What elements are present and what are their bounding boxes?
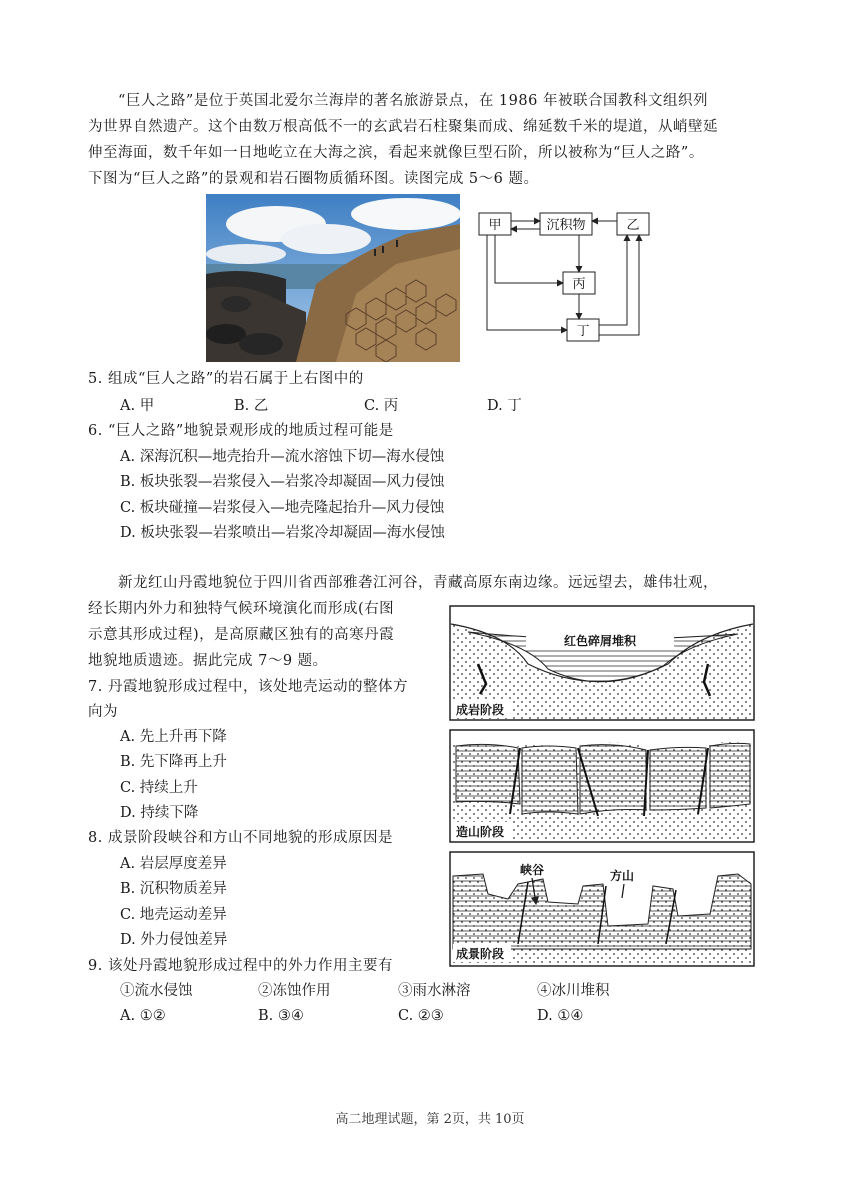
q6-option-b[interactable]: B. 板块张裂—岩浆侵入—岩浆冷却凝固—风力侵蚀 <box>120 474 445 490</box>
stage-1-label: 成岩阶段 <box>456 703 505 717</box>
q9-stem: 9. 该处丹霞地貌形成过程中的外力作用主要有 <box>88 958 393 974</box>
rock-cycle-diagram <box>475 205 655 345</box>
q7-stem-line-2: 向为 <box>88 704 118 720</box>
node-bing: 丙 <box>572 277 586 292</box>
canyon-label: 峡谷 <box>520 863 545 877</box>
q9-option-d[interactable]: D. ①④ <box>537 1008 584 1024</box>
q5-option-b[interactable]: B. 乙 <box>234 398 269 414</box>
danxia-formation-diagram <box>448 604 758 970</box>
q6-option-a[interactable]: A. 深海沉积—地壳抬升—流水溶蚀下切—海水侵蚀 <box>120 449 445 465</box>
q5-option-c[interactable]: C. 丙 <box>364 398 399 414</box>
q8-stem: 8. 成景阶段峡谷和方山不同地貌的形成原因是 <box>88 830 393 846</box>
q5-option-a[interactable]: A. 甲 <box>120 398 155 414</box>
stage-3-panel <box>450 852 754 966</box>
node-jia: 甲 <box>488 218 502 233</box>
giants-causeway-photo <box>206 194 460 362</box>
q5-option-d[interactable]: D. 丁 <box>487 398 522 414</box>
stage-2-label: 造山阶段 <box>456 825 505 839</box>
node-chenji: 沉积物 <box>546 218 586 233</box>
stage-1-panel <box>450 606 754 720</box>
q7-stem-line-1: 7. 丹霞地貌形成过程中，该处地壳运动的整体方 <box>88 679 408 695</box>
q9-item-1: ①流水侵蚀 <box>120 983 193 999</box>
stage-3-label: 成景阶段 <box>456 947 505 961</box>
q9-item-4: ④冰川堆积 <box>537 983 610 999</box>
mesa-label: 方山 <box>610 869 635 883</box>
node-yi: 乙 <box>626 218 640 233</box>
q5-stem: 5. 组成“巨人之路”的岩石属于上右图中的 <box>88 371 364 387</box>
q7-option-d[interactable]: D. 持续下降 <box>120 805 199 821</box>
stage-1-caption: 红色碎屑堆积 <box>563 634 637 648</box>
q6-option-d[interactable]: D. 板块张裂—岩浆喷出—岩浆冷却凝固—海水侵蚀 <box>120 525 445 541</box>
intro1-line-4: 下图为“巨人之路”的景观和岩石圈物质循环图。读图完成 5～6 题。 <box>88 171 539 187</box>
q7-option-b[interactable]: B. 先下降再上升 <box>120 754 227 770</box>
q6-stem: 6. “巨人之路”地貌景观形成的地质过程可能是 <box>88 423 394 439</box>
intro2-line-1: 新龙红山丹霞地貌位于四川省西部雅砻江河谷，青藏高原东南边缘。远远望去，雄伟壮观， <box>88 575 718 591</box>
intro1-line-3: 伸至海面，数千年如一日地屹立在大海之滨，看起来就像巨型石阶，所以被称为“巨人之路”。 <box>88 145 704 161</box>
stage-2-panel <box>450 730 754 842</box>
intro1-line-2: 为世界自然遗产。这个由数万根高低不一的玄武岩石柱聚集而成、绵延数千米的堤道，从峭壁延 <box>88 119 718 135</box>
q7-option-a[interactable]: A. 先上升再下降 <box>120 729 227 745</box>
intro2-line-4: 地貌地质遗迹。据此完成 7～9 题。 <box>88 653 328 669</box>
q6-option-c[interactable]: C. 板块碰撞—岩浆侵入—地壳隆起抬升—风力侵蚀 <box>120 500 445 516</box>
page-footer: 高二地理试题，第 2页，共 10页 <box>335 1112 525 1127</box>
intro1-line-1: “巨人之路”是位于英国北爱尔兰海岸的著名旅游景点，在 1986 年被联合国教科文组织列 <box>88 93 708 109</box>
node-ding: 丁 <box>576 324 590 339</box>
q7-option-c[interactable]: C. 持续上升 <box>120 780 198 796</box>
q9-option-b[interactable]: B. ③④ <box>258 1008 304 1024</box>
intro2-line-3: 示意其形成过程)，是高原藏区独有的高寒丹霞 <box>88 627 395 643</box>
q8-option-b[interactable]: B. 沉积物质差异 <box>120 881 227 897</box>
q9-item-2: ②冻蚀作用 <box>258 983 331 999</box>
q8-option-a[interactable]: A. 岩层厚度差异 <box>120 856 227 872</box>
q9-item-3: ③雨水淋溶 <box>398 983 471 999</box>
q8-option-c[interactable]: C. 地壳运动差异 <box>120 907 227 923</box>
q9-option-c[interactable]: C. ②③ <box>398 1008 444 1024</box>
q8-option-d[interactable]: D. 外力侵蚀差异 <box>120 932 228 948</box>
intro2-line-2: 经长期内外力和独特气候环境演化而形成(右图 <box>88 601 395 617</box>
q9-option-a[interactable]: A. ①② <box>120 1008 166 1024</box>
